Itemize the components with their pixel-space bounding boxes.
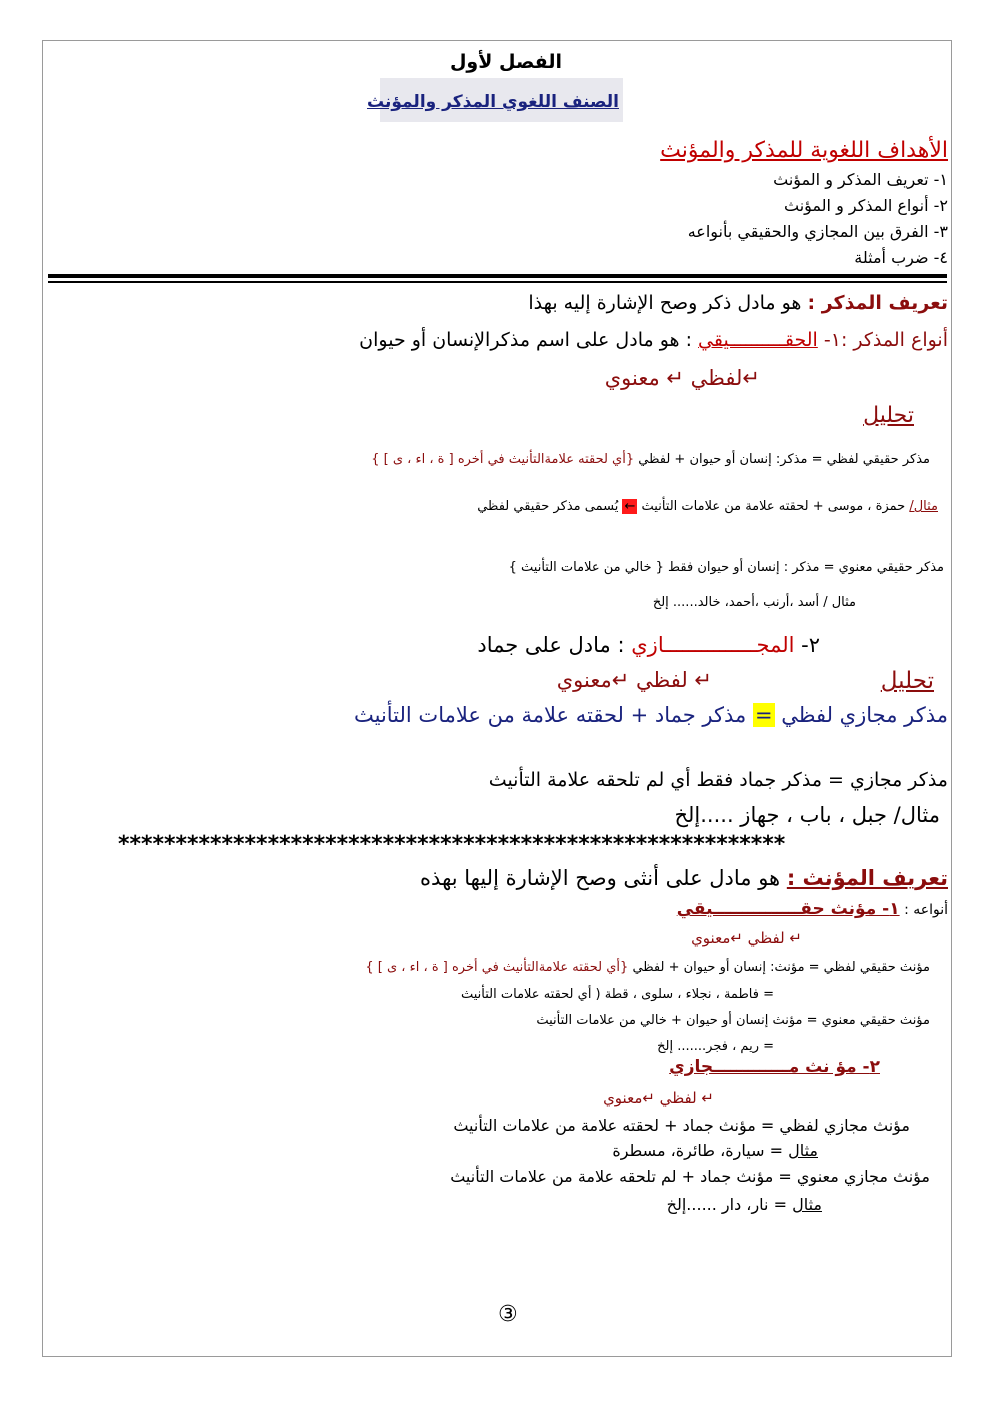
masc-majazi-heading (477, 633, 820, 657)
masc-maanawi-def: مذكر حقيقي معنوي = مذكر : إنسان أو حيوان فقط { خالي من علامات التأنيث } (508, 560, 944, 575)
fem-majazi-maanawi-ex: = نار، دار ......إلخ (666, 1195, 787, 1214)
objectives-title: الأهداف اللغوية للمذكر والمؤنث (660, 138, 948, 163)
masc-majazi-num: ٢- (801, 633, 820, 657)
masc-lafzi-line (371, 453, 930, 468)
masc-analysis-heading-2: تحليل (880, 668, 934, 694)
masc-lafzi-a: مذكر حقيقي لفظي = مذكر: إنسان أو حيوان + لفظي (638, 452, 930, 467)
fem-majazi-maanawi-ex-label: مثال (792, 1195, 822, 1214)
masc-majazi-def: : مادل على جماد (477, 633, 625, 657)
fem-majazi-maanawi-example (667, 1196, 822, 1214)
arrow-icon: ← (624, 499, 636, 514)
objective-item: ٤- ضرب أمثلة (854, 248, 948, 267)
masc-ex1-text: حمزة ، موسى + لحقته علامة من علامات التأنيث (641, 499, 906, 514)
chapter-title: الفصل لأول (449, 51, 562, 73)
masc-example-1 (477, 500, 938, 515)
masc-types (359, 330, 948, 352)
lesson-title: الصنف اللغوي المذكر والمؤنث (367, 92, 619, 112)
fem-lafzi-b: {أي لحقته علامةالتأنيث في أخره (451, 960, 629, 975)
masc-branch-2: ↵ لفظي ↵معنوي (556, 668, 712, 692)
fem-branch-2: ↵ لفظي ↵معنوي (603, 1089, 714, 1107)
fem-lafzi-line (365, 961, 930, 976)
objective-item: ٣- الفرق بين المجازي والحقيقي بأنواعه (687, 222, 948, 241)
masc-def-text: هو مادل ذكر وصح الإشارة إليه بهذا (528, 292, 802, 314)
masc-maanawi-example: مثال / أسد ،أرنب ،أحمد، خالد...... إلخ (652, 595, 856, 610)
masc-majazi-example: مثال/ جبل ، باب ، جهاز .....إلخ (674, 803, 940, 827)
fem-majazi-lafzi: مؤنث مجازي لفظي = مؤنث جماد + لحقته علامة من علامات التأنيث (453, 1116, 910, 1135)
fem-majazi-lafzi-example (612, 1142, 818, 1160)
masc-majazi-lafzi (354, 703, 948, 727)
masc-branch-1: ↵لفظي ↵ معنوي (604, 366, 760, 390)
fem-majazi-title: ٢- مؤ نث مـــــــــــــجازي (669, 1057, 880, 1077)
masc-analysis-heading: تحليل (863, 403, 914, 428)
masc-types-label: أنواع المذكر :١- (823, 329, 948, 351)
divider-thin (48, 281, 947, 283)
masc-majazi-lafzi-a: مذكر مجازي لفظي (781, 703, 948, 727)
masc-real-word: الحقــــــــــيقي (698, 329, 818, 351)
star-separator: ********************************************************** (118, 832, 786, 857)
page-number: ③ (498, 1302, 518, 1327)
masc-definition (528, 293, 948, 315)
fem-types (677, 900, 948, 920)
fem-lafzi-c: [ ة ، اء ، ى ] } (365, 960, 448, 975)
fem-maanawi-def: مؤنث حقيقي معنوي = مؤنث إنسان أو حيوان + خالي من علامات التأنيث (536, 1013, 930, 1028)
fem-majazi-lafzi-ex-label: مثال (788, 1141, 818, 1160)
fem-definition (420, 866, 948, 890)
masc-majazi-lafzi-b: مذكر جماد + لحقته علامة من علامات التأنيث (353, 703, 747, 727)
masc-majazi-eq: = (754, 703, 773, 727)
objective-item: ٢- أنواع المذكر و المؤنث (783, 196, 948, 215)
masc-majazi-word: المجـــــــــــــــازي (631, 633, 795, 657)
objective-item: ١- تعريف المذكر و المؤنث (773, 170, 948, 189)
masc-ex1-result: يُسمى مذكر حقيقي لفظي (477, 499, 619, 514)
divider-thick (48, 274, 947, 278)
fem-maanawi-example: = ريم ، فجر....... إلخ (657, 1039, 774, 1054)
masc-def-label: تعريف المذكر : (807, 292, 948, 314)
fem-types-label: أنواعه : (904, 902, 948, 918)
fem-lafzi-example: = فاطمة ، نجلاء ، سلوى ، قطة ( أي لحقته علامات التأنيث (460, 987, 774, 1002)
fem-def-text: هو مادل على أنثى وصح الإشارة إليها بهذه (420, 866, 781, 890)
masc-real-def: : هو مادل على اسم مذكرالإنسان أو حيوان (359, 329, 692, 351)
masc-lafzi-c: [ ة ، اء ، ى ] } (371, 452, 454, 467)
fem-def-label: تعريف المؤنث : (786, 866, 948, 890)
masc-ex1-label: مثال/ (909, 499, 938, 514)
fem-majazi-lafzi-ex: = سيارة، طائرة، مسطرة (612, 1141, 783, 1160)
masc-lafzi-b: {أي لحقته علامةالتأنيث في أخره (457, 452, 635, 467)
fem-majazi-maanawi: مؤنث مجازي معنوي = مؤنث جماد + لم تلحقه علامة من علامات التأنيث (450, 1167, 930, 1186)
masc-majazi-maanawi: مذكر مجازي = مذكر جماد فقط أي لم تلحقه علامة التأنيث (488, 769, 948, 791)
fem-real-title: ١- مؤنث حقـــــــــــــــيقي (676, 899, 900, 919)
fem-branch-1: ↵ لفظي ↵معنوي (691, 929, 802, 947)
fem-lafzi-a: مؤنث حقيقي لفظي = مؤنث: إنسان أو حيوان + لفظي (632, 960, 930, 975)
